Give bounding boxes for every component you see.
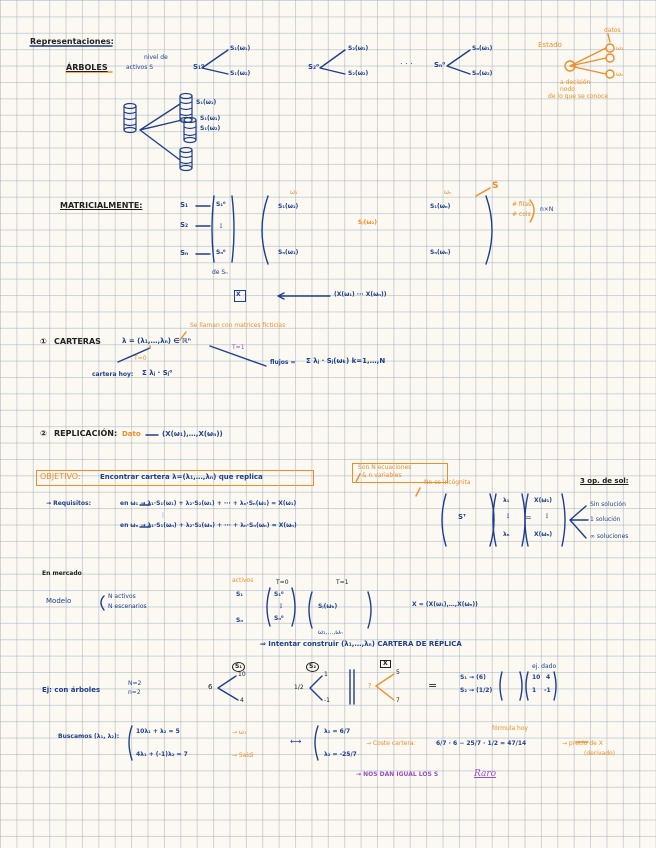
estado-note: datos — [604, 27, 621, 34]
coin-stacks — [124, 94, 196, 171]
mercado-t1: T=1 — [336, 579, 349, 586]
mercado-col0-n: Sₙ⁰ — [274, 615, 284, 622]
ejemplo-label: Ej: con árboles — [42, 686, 101, 694]
ejemplo-matrix-note: ej. dado — [532, 663, 557, 670]
mercado-col0-dots: ⋮ — [278, 603, 284, 610]
tree3-branches — [447, 50, 470, 74]
estado-legend-2: nodo — [560, 86, 575, 93]
estado-legend-1: a decisión — [560, 79, 591, 86]
estado-omega1: ω₁ — [616, 45, 624, 52]
precio-note: → precio de X — [562, 740, 603, 747]
tree-x-down: 7 — [396, 697, 400, 704]
ejemplo-result-2: S₂ → (1/2) — [460, 687, 493, 694]
matricial-label: MATRICIALMENTE: — [60, 201, 143, 210]
requisitos-dots: ⋮ — [160, 512, 166, 519]
carteras-note: Se llaman con matrices ficticias — [190, 322, 286, 329]
modelo-m1: N activos — [108, 593, 136, 600]
system-lam-n: λₙ — [503, 531, 510, 538]
objetivo-label: OBJETIVO: — [40, 472, 81, 481]
carteras-label: CARTERAS — [54, 337, 101, 346]
tree2-up: S₂(ω₁) — [348, 45, 369, 52]
tree-b-down: -1 — [324, 697, 330, 704]
buscamos-sol1: λ₁ = 6/7 — [324, 728, 351, 735]
no-incognita: No es incógnita — [424, 479, 471, 486]
nos-dan: → NOS DAN IGUAL LOS S — [356, 771, 439, 778]
x-box-label: X — [236, 291, 241, 298]
mercado-row-1: S₁ — [236, 591, 243, 598]
system-x-dots: ⋮ — [544, 513, 550, 520]
coste-expr: 6/7 · 6 − 25/7 · 1/2 = 47/14 — [436, 740, 527, 747]
mercado-mid-cell: Sⱼ(ωₖ) — [318, 603, 338, 610]
ejemplo-cond-1: N=2 — [128, 680, 142, 687]
requisitos-eq2: en ωₙ → λ₁·S₁(ωₙ) + λ₂·S₂(ωₙ) + ··· + λₙ·Sₙ(ωₙ) = X(ωₙ) — [120, 522, 297, 529]
tree-b-badge: S₂ — [306, 662, 319, 672]
objetivo-note-1: Son N ecuaciones — [358, 464, 412, 471]
ejemplo-m21: 1 — [532, 687, 537, 694]
matrix-arrow-s: S — [492, 181, 499, 191]
right-note-2: # cols — [512, 211, 531, 218]
arboles-label: ÁRBOLES — [66, 63, 108, 72]
tree1-branches — [202, 50, 228, 74]
replicacion-num: ② — [40, 429, 47, 438]
tree-a-root: 6 — [208, 683, 213, 691]
cell-mid: Sⱼ(ω₂) — [358, 219, 377, 226]
estado-tree-branches — [570, 48, 606, 74]
raro-word: Raro — [474, 769, 497, 779]
tree1-root: S₁⁰ — [193, 63, 205, 71]
page-title: Representaciones: — [30, 37, 114, 46]
mercado-title: En mercado — [42, 570, 82, 577]
tree-b-root: 1/2 — [294, 684, 304, 691]
tree2-down: S₂(ω₂) — [348, 70, 369, 77]
matrix-short-1: S₁⁰ — [216, 201, 226, 208]
tree-x-up: 5 — [396, 669, 400, 676]
carteras-num: ① — [40, 337, 47, 346]
tree-x-badge: X — [380, 660, 391, 668]
buscamos-eq1: 10λ₁ + λ₂ = 5 — [136, 728, 180, 735]
trees-dots: . . . — [400, 57, 413, 66]
replicacion-label: REPLICACIÓN: — [54, 429, 118, 438]
sol-3: ∞ soluciones — [590, 533, 629, 540]
mercado-col0-1: S₁⁰ — [274, 591, 284, 598]
bubble-tree-branches — [140, 104, 182, 160]
cartera-hoy-label: cartera hoy: — [92, 371, 134, 378]
matrix-short-dots: ⋮ — [218, 223, 224, 230]
ejemplo-cond-2: n=2 — [128, 689, 141, 696]
tree3-up: Sₙ(ω₁) — [472, 45, 493, 52]
tree-a-badge: S₁ — [232, 662, 245, 672]
modelo-m2: N escenarios — [108, 603, 147, 610]
col-head-1: ω₁ — [290, 189, 298, 196]
sol-title: 3 op. de sol: — [580, 477, 629, 485]
ejemplo-equals: = — [428, 679, 438, 692]
matrix-short-n: Sₙ⁰ — [216, 249, 226, 256]
mercado-activos: activos — [232, 577, 254, 584]
col-head-2: ωₙ — [444, 189, 452, 196]
system-lam-1: λ₁ — [503, 497, 510, 504]
matrix-row-2: S₂ — [180, 221, 189, 229]
ejemplo-m12: 4 — [546, 674, 551, 681]
cell-tr: S₁(ωₙ) — [430, 203, 451, 210]
tree1-up: S₁(ω₁) — [230, 45, 251, 52]
cartera-hoy-sum: Σ λⱼ · Sⱼ⁰ — [142, 369, 173, 377]
estado-label: Estado — [538, 41, 562, 49]
mercado-x-vec: X = (X(ω₁),…,X(ωₙ)) — [412, 601, 478, 608]
mercado-conclusion: ⇒ Intentar construir (λ₁,…,λₙ) CARTERA DE RÉPLICA — [260, 640, 462, 648]
coste-label: → Coste cartera: — [366, 740, 416, 747]
ejemplo-result-1: S₁ → (6) — [460, 674, 486, 681]
carteras-lambda: λ = (λ₁,…,λₙ) ∈ ℝⁿ — [122, 337, 191, 345]
buscamos-eq2-note: → Saidi — [232, 752, 254, 759]
ejemplo-m22: -1 — [544, 687, 551, 694]
tree-b-up: 1 — [324, 671, 328, 678]
mercado-row-n: Sₙ — [236, 617, 244, 624]
system-x-1: X(ω₁) — [534, 497, 552, 504]
buscamos-eq2: 4λ₁ + (-1)λ₂ = 7 — [136, 751, 188, 758]
buscamos-eq1-note: → ω₁ — [232, 729, 247, 736]
flujos-label: flujos = — [270, 359, 296, 366]
right-note-1: # filas — [512, 201, 532, 208]
objetivo-text: Encontrar cartera λ=(λ₁,…,λₙ) que replica — [100, 473, 263, 481]
mercado-bottom: ω₁,…,ωₙ — [318, 629, 343, 636]
tree2-branches — [320, 50, 345, 74]
tree3-root: Sₙ⁰ — [434, 61, 446, 69]
cell-br: Sₙ(ωₙ) — [430, 249, 451, 256]
bubble-leaf-3: S₁(ω₂) — [200, 125, 221, 132]
carteras-t0: T=0 — [134, 355, 147, 362]
estado-omegan: ωₙ — [616, 71, 624, 78]
sol-1: Sin solución — [590, 501, 626, 508]
cell-bl: Sₙ(ω₁) — [278, 249, 299, 256]
tree2-root: S₂⁰ — [308, 63, 320, 71]
matrix-bracket-right — [486, 196, 492, 264]
system-equals: = — [525, 513, 532, 522]
ejemplo-m11: 10 — [532, 674, 541, 681]
bubble-leaf-2: S₁(ω₁) — [200, 115, 221, 122]
matrix-row-1: S₁ — [180, 201, 189, 209]
modelo-label: Modelo — [46, 597, 72, 605]
requisitos-eq1: en ω₁ → λ₁·S₁(ω₁) + λ₂·S₂(ω₁) + ··· + λₙ·Sₙ(ω₁) = X(ω₁) — [120, 500, 297, 507]
nivel-note-1: nivel de — [144, 54, 168, 61]
formula-note: fórmula hoy — [492, 725, 529, 732]
cell-tl: S₁(ω₁) — [278, 203, 299, 210]
buscamos-sol2: λ₂ = -25/7 — [324, 751, 357, 758]
replicacion-vec: (X(ω₁),…,X(ωₙ)) — [162, 430, 223, 438]
precio-note-2: (derivado) — [584, 750, 616, 757]
system-matrix-s: Sᵀ — [458, 513, 467, 521]
carteras-t1: T=1 — [232, 344, 245, 351]
tree3-down: Sₙ(ω₂) — [472, 70, 493, 77]
objetivo-note-2: & n variables — [362, 472, 402, 479]
buscamos-label: Buscamos (λ₁, λ₂): — [58, 733, 120, 740]
replicacion-dato: Dato — [122, 430, 141, 438]
matrix-row-n: Sₙ — [180, 249, 189, 257]
tree-a-up: 10 — [238, 671, 246, 678]
bubble-leaf-1: S₁(ω₁) — [196, 99, 217, 106]
system-x-n: X(ωₙ) — [534, 531, 553, 538]
right-note-3: n×N — [540, 206, 554, 213]
tree-a-down: 4 — [240, 697, 244, 704]
system-lam-dots: ⋮ — [505, 513, 511, 520]
estado-legend-3: de lo que se conoce — [548, 93, 609, 100]
flujos-sum: Σ λⱼ · Sⱼ(ωₖ) k=1,…,N — [306, 357, 386, 365]
nivel-note-2: activos S — [126, 64, 154, 71]
below-note: de Sₙ — [212, 269, 228, 276]
requisitos-label: → Requisitos: — [46, 500, 92, 507]
buscamos-arrow: ⟷ — [290, 737, 302, 746]
sol-2: 1 solución — [590, 516, 621, 523]
matrix-bracket-left — [262, 196, 268, 264]
tree1-down: S₁(ω₂) — [230, 70, 251, 77]
mercado-t0: T=0 — [276, 579, 289, 586]
tree-x-root: ? — [368, 682, 372, 690]
x-vector: (X(ω₁) ··· X(ωₙ)) — [334, 291, 387, 298]
